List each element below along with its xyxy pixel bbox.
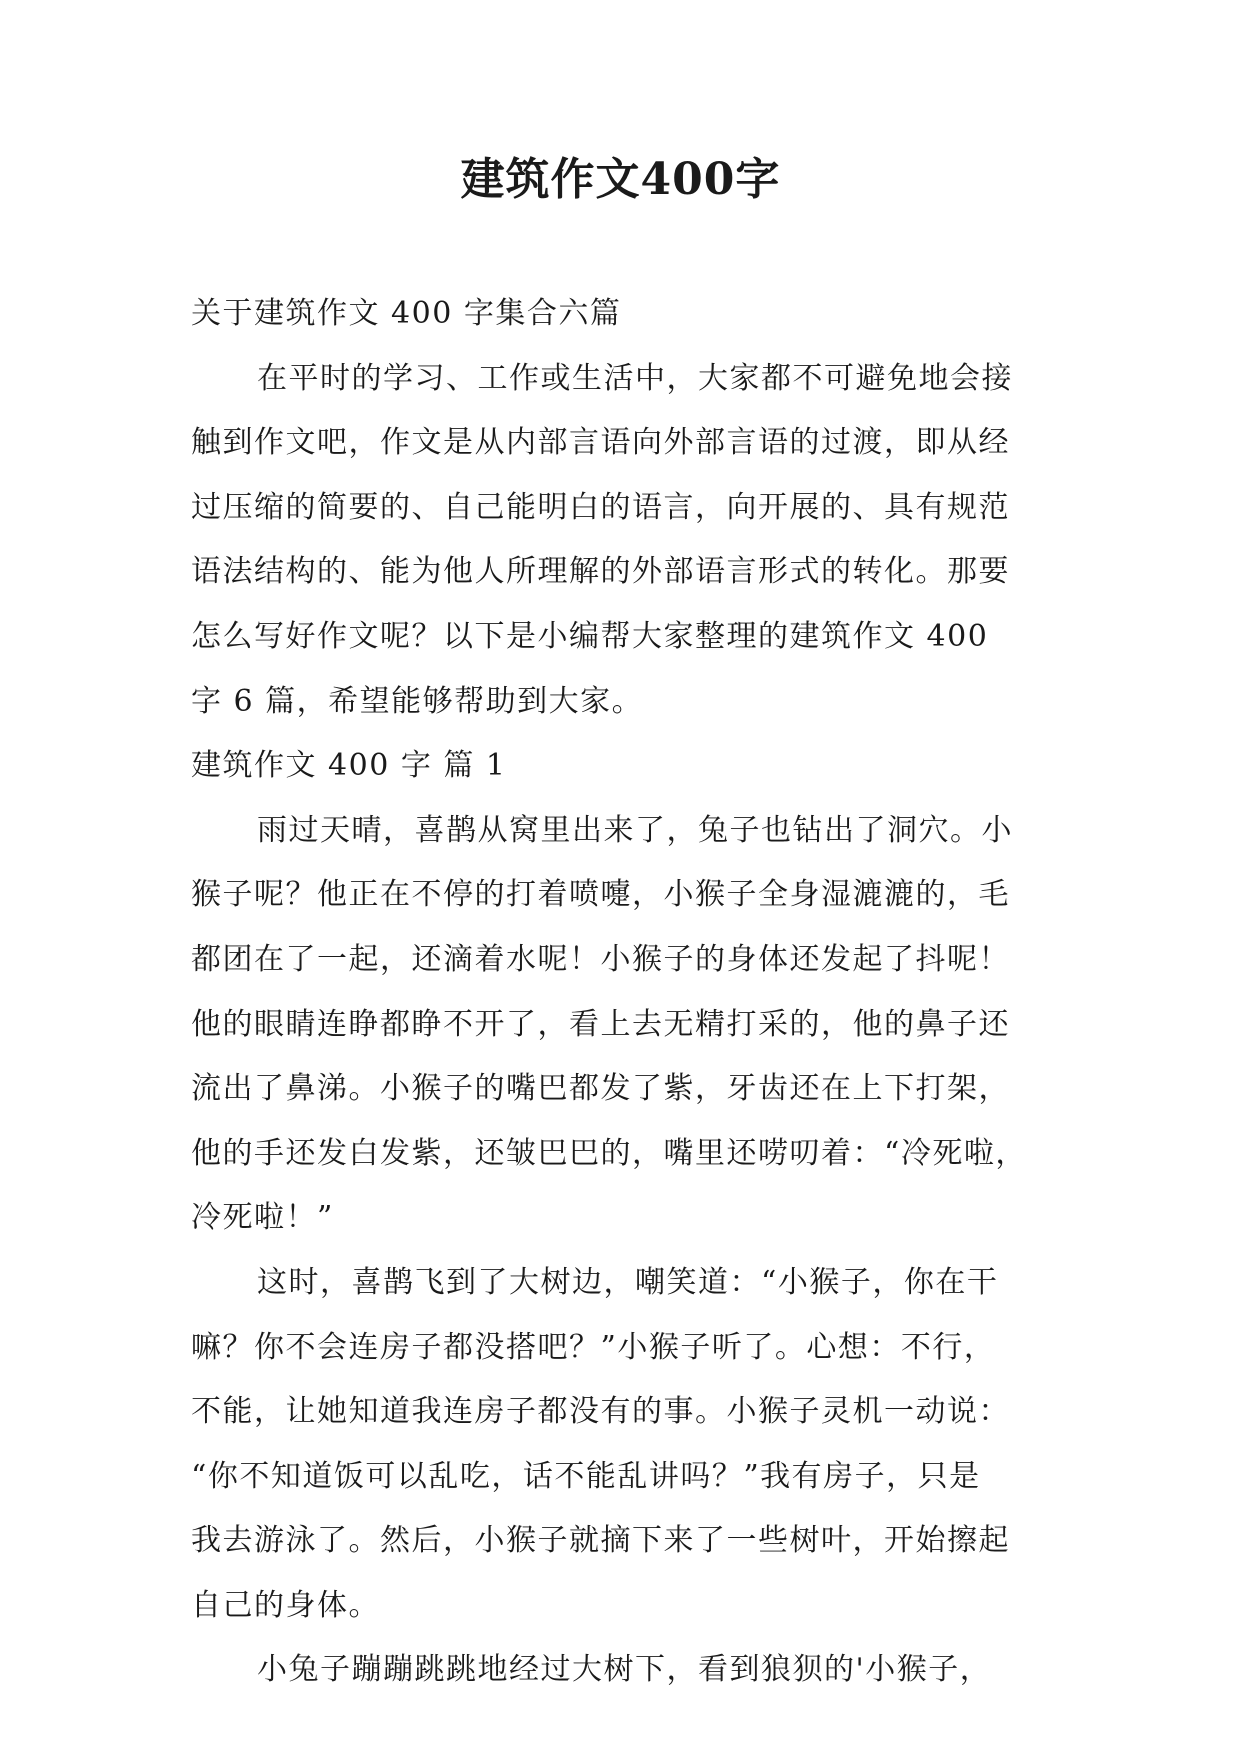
text-line: 在平时的学习、工作或生活中，大家都不可避免地会接 (257, 360, 1013, 396)
text-line: 猴子呢？他正在不停的打着喷嚏，小猴子全身湿漉漉的，毛 (191, 877, 1010, 913)
text-line: 触到作文吧，作文是从内部言语向外部言语的过渡，即从经 (191, 425, 1010, 461)
text-line: 冷死啦！” (191, 1200, 334, 1236)
text-line: 建筑作文 400 字 篇 1 (191, 748, 507, 784)
text-line: 不能，让她知道我连房子都没有的事。小猴子灵机一动说： (191, 1394, 1010, 1430)
text-line: 都团在了一起，还滴着水呢！小猴子的身体还发起了抖呢！ (191, 941, 1010, 977)
text-line: 关于建筑作文 400 字集合六篇 (191, 296, 622, 331)
text-line: 雨过天晴，喜鹊从窝里出来了，兔子也钻出了洞穴。小 (257, 812, 1013, 848)
text-line: 流出了鼻涕。小猴子的嘴巴都发了紫，牙齿还在上下打架， (191, 1071, 1010, 1107)
text-line: 怎么写好作文呢？以下是小编帮大家整理的建筑作文 400 (191, 618, 989, 654)
text-line: 语法结构的、能为他人所理解的外部语言形式的转化。那要 (191, 554, 1010, 590)
text-line: 嘛？你不会连房子都没搭吧？”小猴子听了。心想：不行， (191, 1329, 996, 1365)
text-line: 字 6 篇，希望能够帮助到大家。 (191, 683, 644, 719)
document-title: 建筑作文400字 (460, 154, 781, 205)
text-line: 我去游泳了。然后，小猴子就摘下来了一些树叶，开始擦起 (191, 1523, 1010, 1559)
text-line: 这时，喜鹊飞到了大树边，嘲笑道：“小猴子，你在干 (257, 1264, 999, 1300)
document-body (191, 282, 1049, 1703)
text-line: 过压缩的简要的、自己能明白的语言，向开展的、具有规范 (191, 489, 1010, 525)
text-line: 他的手还发白发紫，还皱巴巴的，嘴里还唠叨着：“冷死啦， (191, 1135, 1027, 1171)
text-line: 他的眼睛连睁都睁不开了，看上去无精打采的，他的鼻子还 (191, 1006, 1010, 1042)
text-line: 自己的身体。 (191, 1587, 380, 1623)
text-line: 小兔子蹦蹦跳跳地经过大树下，看到狼狈的'小猴子， (257, 1652, 992, 1688)
text-line: “你不知道饭可以乱吃，话不能乱讲吗？”我有房子，只是 (191, 1458, 981, 1494)
